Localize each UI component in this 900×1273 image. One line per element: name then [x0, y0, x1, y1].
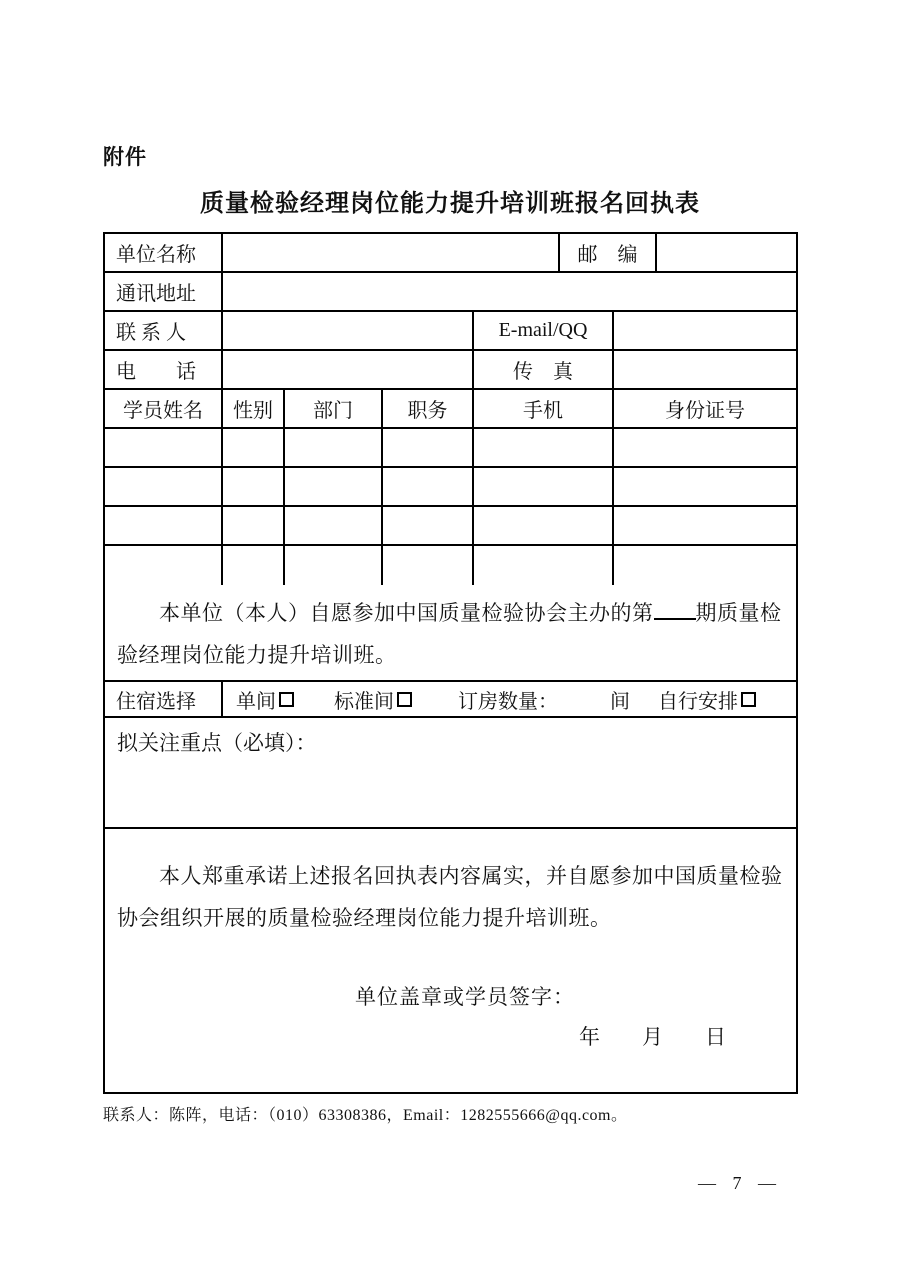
student-empty-cell: [474, 468, 614, 505]
student-header-row: [105, 390, 796, 429]
student-empty-cell: [383, 546, 474, 585]
student-empty-cell: [383, 429, 474, 466]
commitment-paragraph: 本人郑重承诺上述报名回执表内容属实，并自愿参加中国质量检验协会组织开展的质量检验经理岗位能力提升培训班。: [117, 864, 783, 930]
room-quantity-unit: 间: [610, 690, 630, 713]
header-student-name: 学员姓名: [105, 390, 223, 427]
student-empty-row: [105, 546, 796, 585]
accommodation-options: [223, 682, 796, 716]
page-title: 质量检验经理岗位能力提升培训班报名回执表: [200, 191, 700, 217]
email-field: [614, 312, 796, 349]
focus-field-row: [105, 718, 796, 829]
standard-room-label: 标准间: [334, 690, 394, 713]
contact-field: [223, 312, 474, 349]
single-room-label: 单间: [236, 690, 276, 713]
student-empty-cell: [285, 507, 383, 544]
student-empty-cell: [614, 507, 796, 544]
voluntary-paragraph-row: [105, 585, 796, 682]
standard-room-checkbox-icon: [397, 692, 412, 707]
commitment-row: [105, 829, 796, 1092]
student-empty-cell: [105, 468, 223, 505]
student-empty-cell: [285, 546, 383, 585]
focus-label: 拟关注重点（必填）：: [117, 731, 317, 755]
voluntary-text-2: 期质量检验经理岗位能力提升培训班。: [117, 601, 782, 667]
contact-label: 联 系 人: [105, 312, 223, 349]
unit-name-field: [223, 234, 560, 271]
accommodation-row: [105, 682, 796, 718]
accommodation-label: 住宿选择: [105, 682, 223, 716]
row-contact: [105, 312, 796, 351]
student-empty-rows: [105, 429, 796, 585]
voluntary-text-1: 本单位（本人）自愿参加中国质量检验协会主办的第: [159, 601, 654, 625]
header-gender: 性别: [223, 390, 285, 427]
header-department: 部门: [285, 390, 383, 427]
unit-name-label: 单位名称: [105, 234, 223, 271]
student-empty-row: [105, 429, 796, 468]
student-empty-row: [105, 468, 796, 507]
student-empty-cell: [474, 507, 614, 544]
single-room-checkbox-icon: [279, 692, 294, 707]
postcode-field: [657, 234, 796, 271]
address-label: 通讯地址: [105, 273, 223, 310]
registration-form-table: [103, 232, 798, 1094]
phone-label: 电 话: [105, 351, 223, 388]
fax-label: 传 真: [474, 351, 614, 388]
row-phone: [105, 351, 796, 390]
student-empty-cell: [223, 507, 285, 544]
self-arrange-checkbox-icon: [741, 692, 756, 707]
student-empty-cell: [474, 429, 614, 466]
email-label: E-mail/QQ: [474, 312, 614, 349]
student-empty-cell: [383, 468, 474, 505]
student-empty-cell: [223, 546, 285, 585]
page-number: — 7 —: [698, 1173, 782, 1193]
student-empty-cell: [223, 468, 285, 505]
signature-label: 单位盖章或学员签字：: [355, 985, 575, 1009]
header-id-number: 身份证号: [665, 400, 745, 422]
postcode-label: 邮 编: [560, 234, 657, 271]
student-empty-cell: [383, 507, 474, 544]
header-mobile: 手机: [474, 390, 614, 427]
room-quantity-label: 订房数量：: [458, 690, 558, 713]
student-empty-cell: [614, 429, 796, 466]
self-arrange-label: 自行安排: [658, 690, 738, 713]
student-empty-row: [105, 507, 796, 546]
student-empty-cell: [105, 546, 223, 585]
header-position: 职务: [383, 390, 474, 427]
phone-field: [223, 351, 474, 388]
student-empty-cell: [614, 468, 796, 505]
contact-footer: 联系人：陈阵，电话：（010）63308386，Email：1282555666@qq.com。: [103, 1107, 628, 1124]
student-empty-cell: [105, 507, 223, 544]
student-empty-cell: [474, 546, 614, 585]
student-empty-cell: [223, 429, 285, 466]
row-address: [105, 273, 796, 312]
date-label: 年 月 日: [579, 1025, 726, 1049]
voluntary-paragraph: [117, 592, 784, 676]
student-empty-cell: [285, 468, 383, 505]
fax-field: [614, 351, 796, 388]
student-empty-cell: [105, 429, 223, 466]
attachment-label: 附件: [103, 145, 147, 169]
address-field: [223, 273, 796, 310]
student-empty-cell: [614, 546, 796, 585]
student-empty-cell: [285, 429, 383, 466]
row-unit-name: [105, 234, 796, 273]
session-number-blank: [654, 604, 696, 620]
